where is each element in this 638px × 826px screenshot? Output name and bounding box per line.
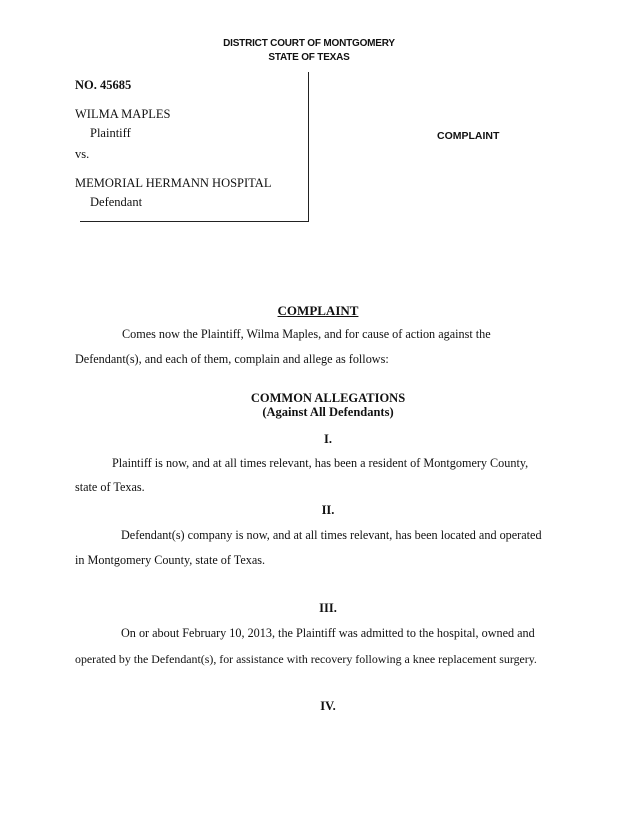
- versus-label: vs.: [75, 147, 90, 161]
- section-iii-line-2: operated by the Defendant(s), for assistance with recovery following a knee replacement surgery.: [75, 652, 537, 666]
- section-iii-line-1: On or about February 10, 2013, the Plaintiff was admitted to the hospital, owned and: [121, 626, 535, 640]
- plaintiff-role: Plaintiff: [90, 126, 131, 140]
- case-number: NO. 45685: [75, 78, 132, 92]
- court-state: STATE OF TEXAS: [268, 52, 350, 63]
- intro-line-2: Defendant(s), and each of them, complain and allege as follows:: [75, 352, 389, 366]
- section-numeral-i: I.: [324, 432, 332, 446]
- plaintiff-name: WILMA MAPLES: [75, 107, 171, 121]
- section-numeral-iii: III.: [319, 601, 337, 615]
- common-allegations-heading: COMMON ALLEGATIONS: [250, 391, 406, 405]
- section-i-line-2: state of Texas.: [75, 480, 145, 494]
- intro-line-1: Comes now the Plaintiff, Wilma Maples, and for cause of action against the: [122, 327, 491, 341]
- section-ii-line-1: Defendant(s) company is now, and at all times relevant, has been located and operated: [121, 528, 542, 542]
- section-numeral-iv: IV.: [320, 699, 336, 713]
- defendant-name: MEMORIAL HERMANN HOSPITAL: [75, 176, 272, 190]
- defendant-role: Defendant: [90, 195, 143, 209]
- section-ii-line-2: in Montgomery County, state of Texas.: [75, 553, 266, 567]
- caption-document-type: COMPLAINT: [437, 130, 500, 142]
- caption-bottom-divider: [80, 221, 309, 222]
- complaint-title: COMPLAINT: [277, 303, 359, 318]
- court-name: DISTRICT COURT OF MONTGOMERY: [223, 38, 395, 49]
- section-i-line-1: Plaintiff is now, and at all times relevant, has been a resident of Montgomery County,: [112, 456, 529, 470]
- common-allegations-subheading: (Against All Defendants): [262, 405, 394, 419]
- section-numeral-ii: II.: [321, 503, 335, 517]
- caption-vertical-divider: [308, 72, 309, 222]
